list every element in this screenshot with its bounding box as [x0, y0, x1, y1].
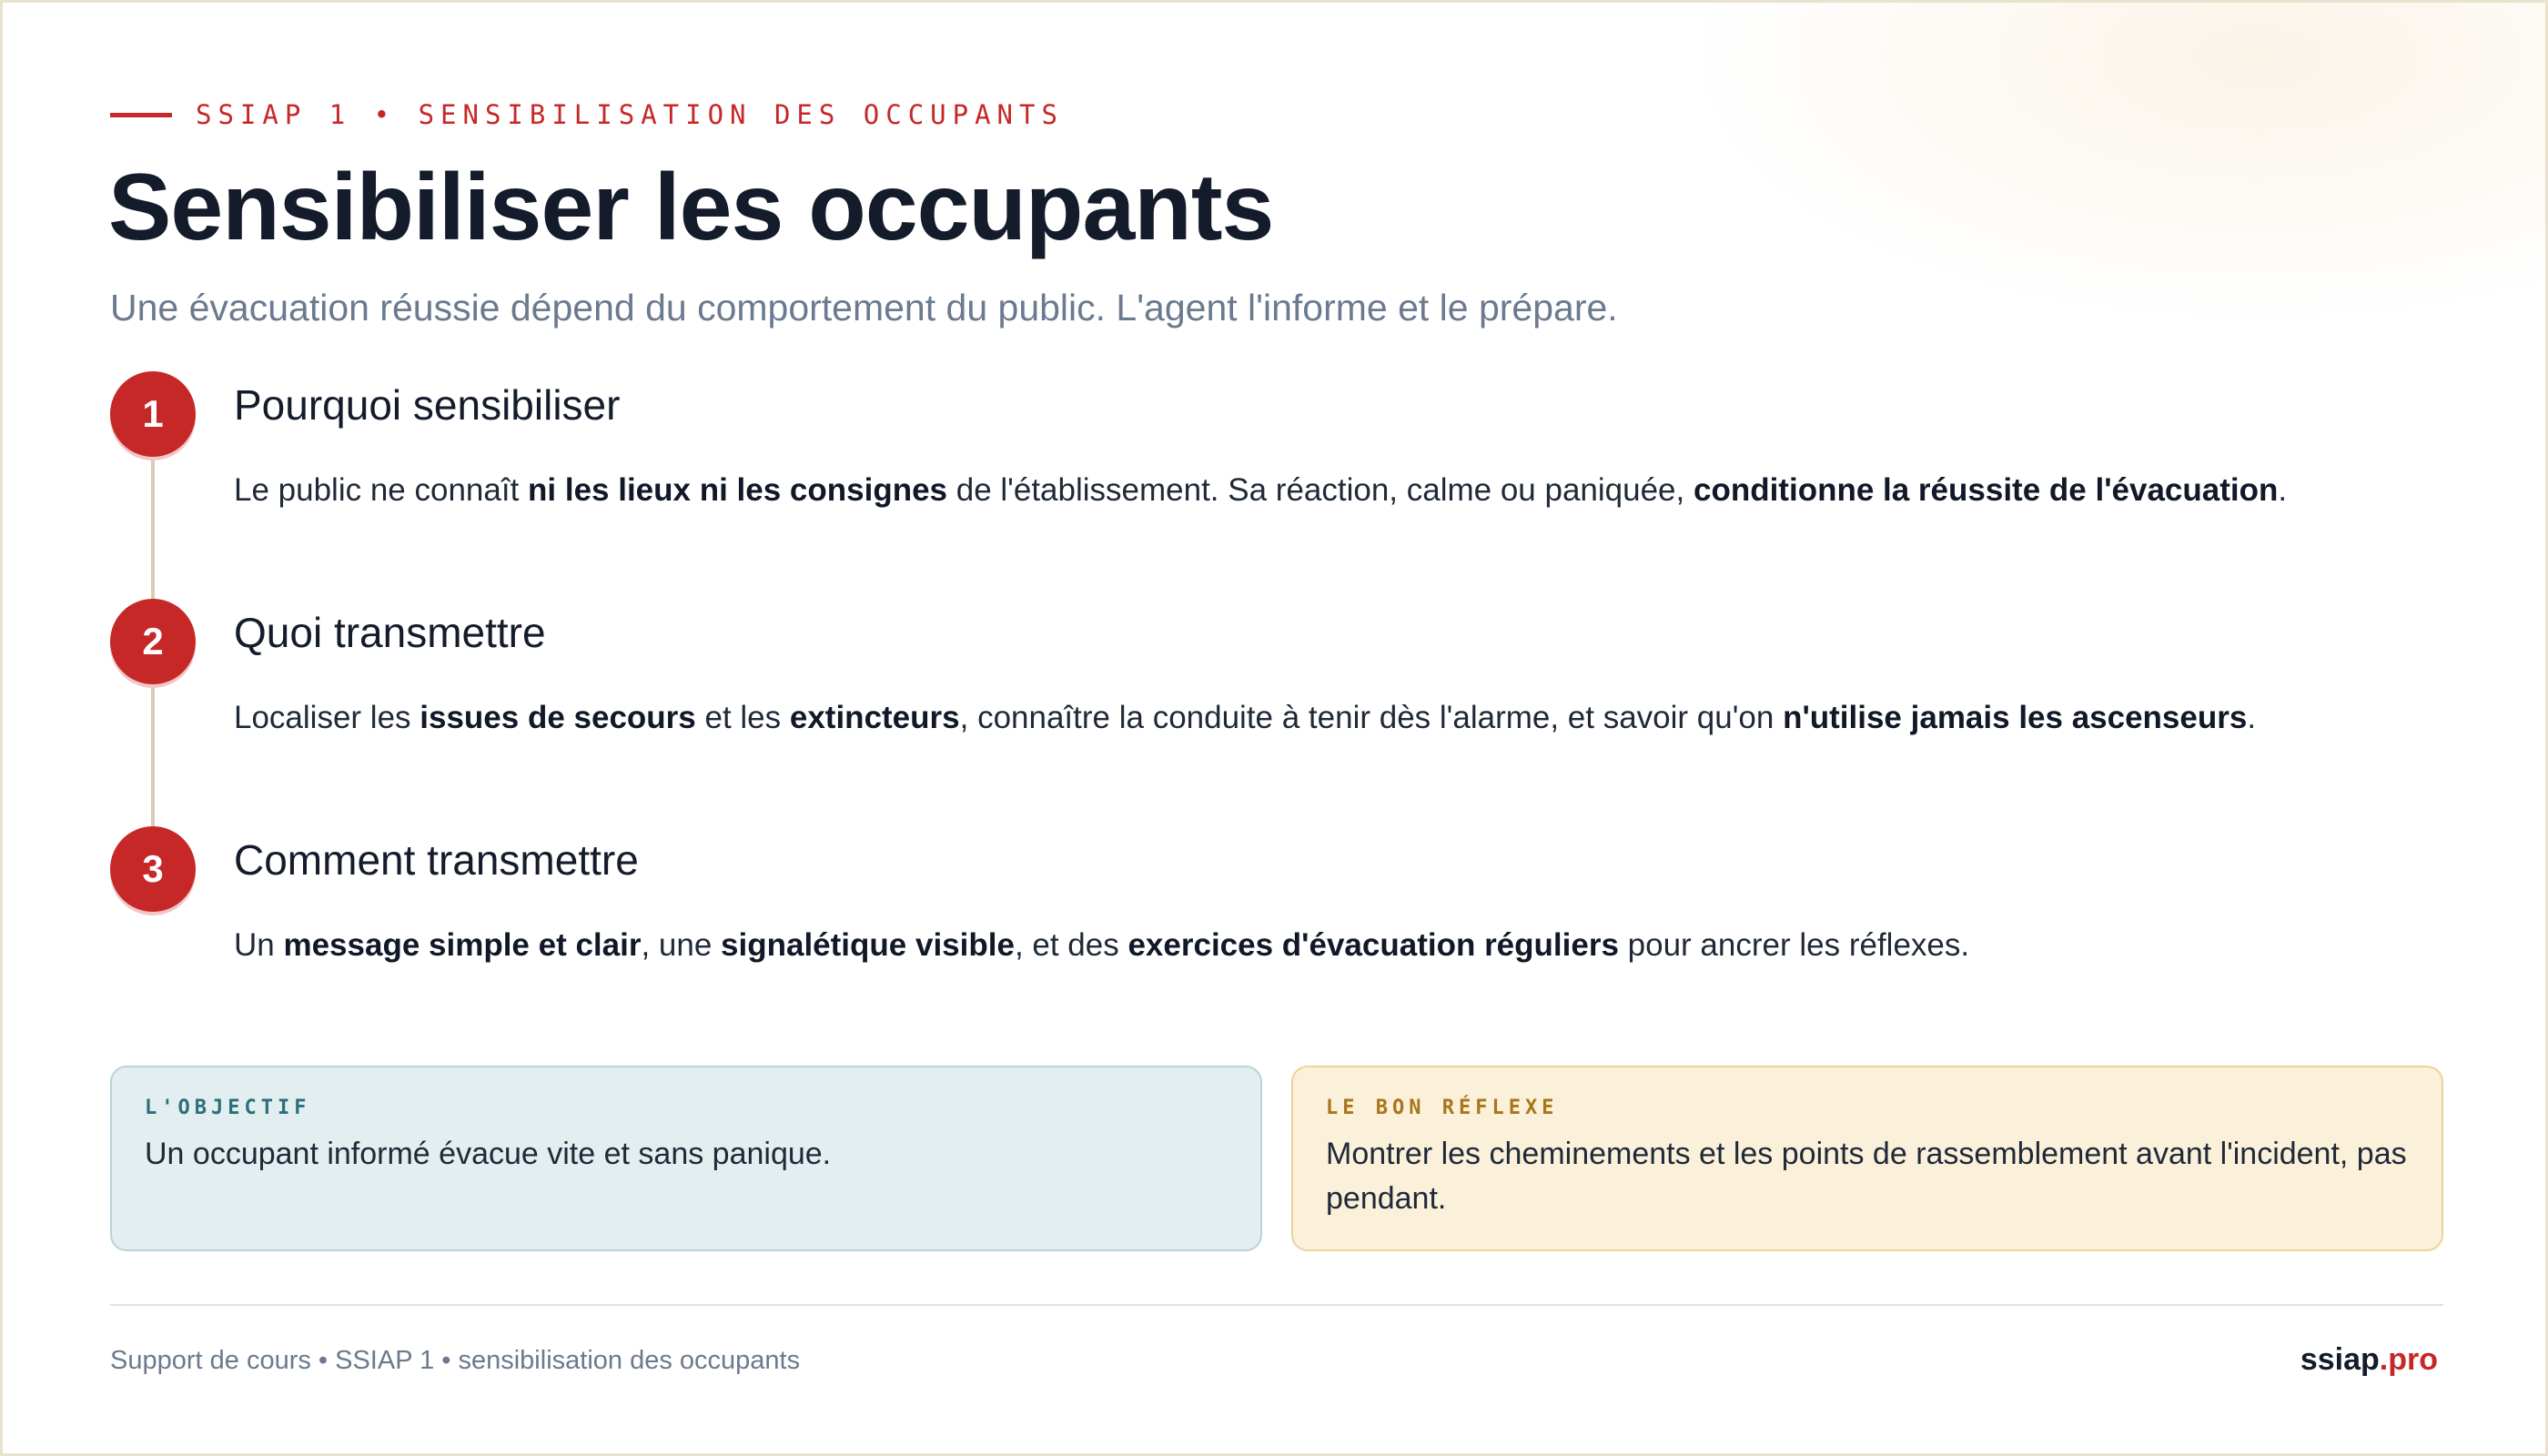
- step-1: [110, 371, 2440, 599]
- step-number-badge: 2: [110, 599, 196, 684]
- step-2: [110, 599, 2440, 826]
- emphasis-text: signalétique visible: [721, 927, 1015, 963]
- body-text: Le public ne connaît: [234, 472, 529, 508]
- body-text: , une: [641, 927, 722, 963]
- emphasis-text: exercices d'évacuation réguliers: [1127, 927, 1619, 963]
- step-connector: [151, 459, 155, 599]
- brand-logo: [2300, 1342, 2438, 1378]
- body-text: , connaître la conduite à tenir dès l'alarme, et savoir qu'on: [959, 700, 1784, 735]
- emphasis-text: n'utilise jamais les ascenseurs: [1783, 700, 2248, 735]
- step-title: Quoi transmettre: [234, 609, 546, 656]
- body-text: .: [2247, 700, 2257, 735]
- step-3: [110, 826, 2440, 1054]
- reflex-label: LE BON RÉFLEXE: [1326, 1097, 1559, 1119]
- emphasis-text: issues de secours: [420, 700, 696, 735]
- objective-callout: [110, 1066, 1262, 1251]
- objective-text: Un occupant informé évacue vite et sans panique.: [145, 1137, 832, 1171]
- body-text: et les: [695, 700, 790, 735]
- step-number-badge: 3: [110, 826, 196, 912]
- page-title: Sensibiliser les occupants: [108, 155, 1274, 260]
- eyebrow-accent-line: [110, 113, 172, 117]
- body-text: Un: [234, 927, 284, 963]
- brand-suffix: .pro: [2379, 1342, 2438, 1377]
- steps-list: [110, 371, 2440, 1054]
- reflex-callout: [1291, 1066, 2443, 1251]
- body-text: Localiser les: [234, 700, 420, 735]
- step-body: [234, 695, 2436, 740]
- brand-name: ssiap: [2300, 1342, 2380, 1377]
- emphasis-text: conditionne la réussite de l'évacuation: [1693, 472, 2279, 508]
- body-text: pour ancrer les réflexes.: [1618, 927, 1970, 963]
- eyebrow-text: SSIAP 1 • SENSIBILISATION DES OCCUPANTS: [196, 99, 1064, 130]
- footer-caption: Support de cours • SSIAP 1 • sensibilisation des occupants: [110, 1346, 801, 1375]
- step-title: Pourquoi sensibiliser: [234, 381, 621, 429]
- objective-label: L'OBJECTIF: [145, 1097, 311, 1119]
- eyebrow: [110, 99, 1064, 130]
- body-text: , et des: [1014, 927, 1128, 963]
- emphasis-text: extincteurs: [789, 700, 960, 735]
- step-body: [234, 468, 2436, 512]
- body-text: .: [2278, 472, 2288, 508]
- reflex-text: Montrer les cheminements et les points de rassemblement avant l'incident, pas pendant.: [1326, 1137, 2407, 1217]
- page-subtitle: Une évacuation réussie dépend du comportement du public. L'agent l'informe et le prépare.: [110, 287, 1618, 329]
- step-title: Comment transmettre: [234, 836, 639, 884]
- emphasis-text: ni les lieux ni les consignes: [528, 472, 948, 508]
- body-text: de l'établissement. Sa réaction, calme ou paniquée,: [947, 472, 1694, 508]
- emphasis-text: message simple et clair: [283, 927, 642, 963]
- step-connector: [151, 686, 155, 826]
- step-body: [234, 923, 2436, 967]
- step-number-badge: 1: [110, 371, 196, 457]
- footer-divider: [110, 1304, 2443, 1306]
